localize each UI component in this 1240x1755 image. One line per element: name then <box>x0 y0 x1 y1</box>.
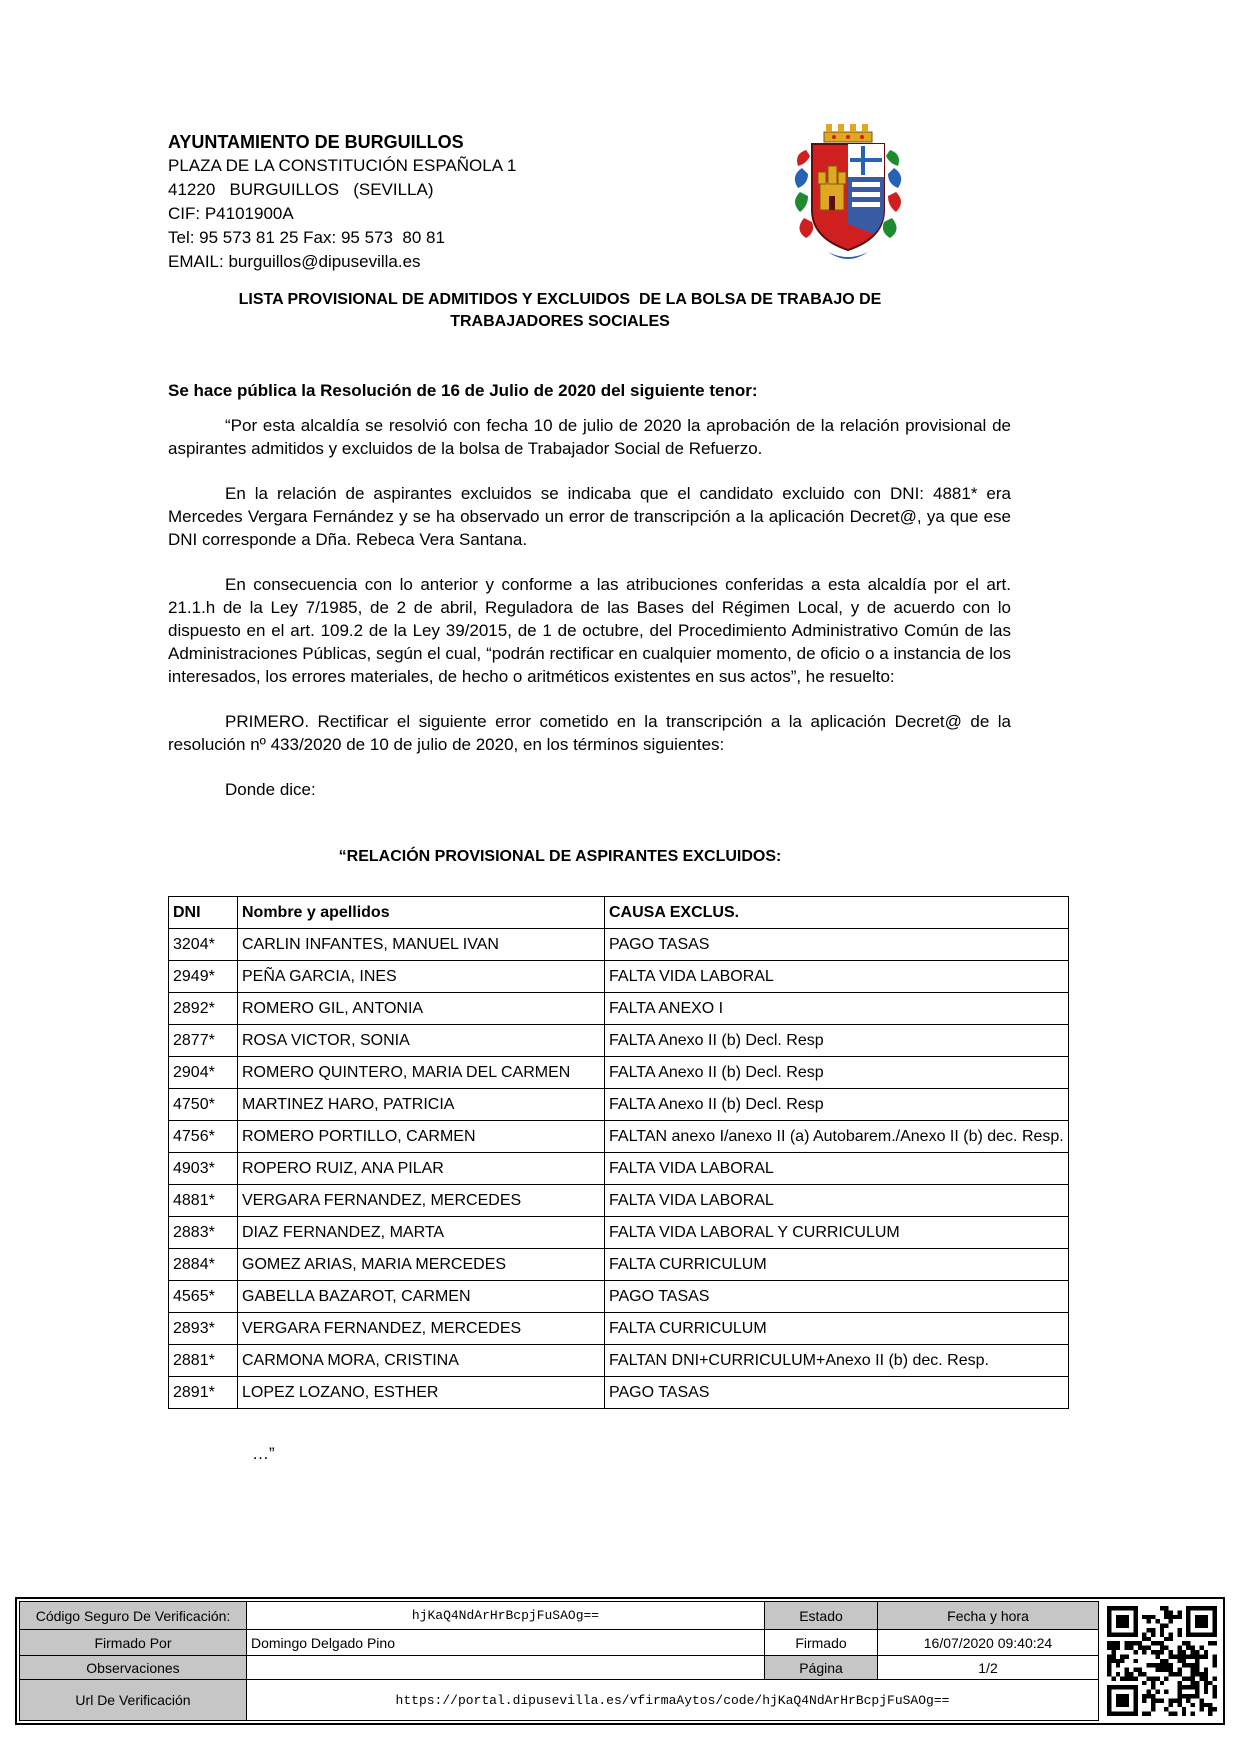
fecha-value: 16/07/2020 09:40:24 <box>878 1630 1099 1656</box>
row-dni: 2891* <box>169 1377 238 1409</box>
estado-label: Estado <box>765 1602 878 1630</box>
row-causa: PAGO TASAS <box>605 1377 1069 1409</box>
row-causa: FALTA Anexo II (b) Decl. Resp <box>605 1025 1069 1057</box>
fecha-label: Fecha y hora <box>878 1602 1099 1630</box>
row-dni: 4756* <box>169 1121 238 1153</box>
header-causa: CAUSA EXCLUS. <box>605 897 1069 929</box>
table-row <box>169 929 1069 961</box>
row-name: ROMERO PORTILLO, CARMEN <box>238 1121 605 1153</box>
row-dni: 4750* <box>169 1089 238 1121</box>
observaciones-label: Observaciones <box>20 1656 247 1680</box>
verification-table <box>19 1601 1099 1721</box>
row-name: CARMONA MORA, CRISTINA <box>238 1345 605 1377</box>
org-cif: CIF: P4101900A <box>168 204 294 223</box>
letterhead <box>168 130 516 274</box>
row-dni: 2949* <box>169 961 238 993</box>
url-value: https://portal.dipusevilla.es/vfirmaAytos/code/hjKaQ4NdArHrBcpjFuSAOg== <box>247 1680 1099 1721</box>
row-name: VERGARA FERNANDEZ, MERCEDES <box>238 1313 605 1345</box>
org-address: PLAZA DE LA CONSTITUCIÓN ESPAÑOLA 1 <box>168 156 517 175</box>
row-causa: FALTA Anexo II (b) Decl. Resp <box>605 1057 1069 1089</box>
table-row <box>20 1602 1099 1630</box>
row-causa: FALTA VIDA LABORAL Y CURRICULUM <box>605 1217 1069 1249</box>
header-dni: DNI <box>169 897 238 929</box>
row-name: GOMEZ ARIAS, MARIA MERCEDES <box>238 1249 605 1281</box>
row-causa: FALTAN anexo I/anexo II (a) Autobarem./Anexo II (b) dec. Resp. <box>605 1121 1069 1153</box>
row-dni: 3204* <box>169 929 238 961</box>
table-row <box>169 1025 1069 1057</box>
pagina-label: Página <box>765 1656 878 1680</box>
row-dni: 2892* <box>169 993 238 1025</box>
row-dni: 2883* <box>169 1217 238 1249</box>
table-row <box>169 1185 1069 1217</box>
row-name: ROPERO RUIZ, ANA PILAR <box>238 1153 605 1185</box>
excluded-table-body <box>169 929 1069 1409</box>
org-city: 41220 BURGUILLOS (SEVILLA) <box>168 180 434 199</box>
row-causa: PAGO TASAS <box>605 929 1069 961</box>
table-row <box>169 1057 1069 1089</box>
csv-label: Código Seguro De Verificación: <box>20 1602 247 1630</box>
table-row <box>20 1680 1099 1721</box>
row-causa: FALTA CURRICULUM <box>605 1313 1069 1345</box>
org-email: EMAIL: burguillos@dipusevilla.es <box>168 252 421 271</box>
row-name: DIAZ FERNANDEZ, MARTA <box>238 1217 605 1249</box>
observaciones-value <box>247 1656 765 1680</box>
row-causa: FALTAN DNI+CURRICULUM+Anexo II (b) dec. Resp. <box>605 1345 1069 1377</box>
row-name: GABELLA BAZAROT, CARMEN <box>238 1281 605 1313</box>
excluded-list-title: “RELACIÓN PROVISIONAL DE ASPIRANTES EXCLUIDOS: <box>338 848 782 865</box>
paragraph-1: “Por esta alcaldía se resolvió con fecha 10 de julio de 2020 la aprobación de la relación provisional de aspirantes admitidos y excluidos de la bolsa de Trabajador Social de Refuerzo. <box>168 416 1011 458</box>
row-causa: FALTA VIDA LABORAL <box>605 1185 1069 1217</box>
csv-value: hjKaQ4NdArHrBcpjFuSAOg== <box>247 1602 765 1630</box>
excluded-candidates-table <box>168 896 1069 1409</box>
document-title-line2: TRABAJADORES SOCIALES <box>450 313 670 330</box>
table-row <box>169 1345 1069 1377</box>
row-causa: FALTA VIDA LABORAL <box>605 961 1069 993</box>
row-dni: 2877* <box>169 1025 238 1057</box>
body-text <box>168 414 1011 823</box>
row-name: ROMERO GIL, ANTONIA <box>238 993 605 1025</box>
table-header-row <box>169 897 1069 929</box>
paragraph-2: En la relación de aspirantes excluidos se indicaba que el candidato excluido con DNI: 4881* era Mercedes Vergara Fernández y se ha observado un error de transcripción a la aplicación Decret@, ya que ese DNI corresponde a Dña. Rebeca Vera Santana. <box>168 484 1011 549</box>
table-row <box>169 1377 1069 1409</box>
row-name: PEÑA GARCIA, INES <box>238 961 605 993</box>
firmado-value: Domingo Delgado Pino <box>247 1630 765 1656</box>
document-title-line1: LISTA PROVISIONAL DE ADMITIDOS Y EXCLUIDOS DE LA BOLSA DE TRABAJO DE <box>238 291 882 308</box>
row-causa: FALTA ANEXO I <box>605 993 1069 1025</box>
table-row <box>169 1089 1069 1121</box>
firmado-label: Firmado Por <box>20 1630 247 1656</box>
document-title <box>160 289 960 333</box>
row-name: LOPEZ LOZANO, ESTHER <box>238 1377 605 1409</box>
url-label: Url De Verificación <box>20 1680 247 1721</box>
org-phone: Tel: 95 573 81 25 Fax: 95 573 80 81 <box>168 228 445 247</box>
row-name: MARTINEZ HARO, PATRICIA <box>238 1089 605 1121</box>
resolution-intro: Se hace pública la Resolución de 16 de Julio de 2020 del siguiente tenor: <box>168 381 758 400</box>
org-name: AYUNTAMIENTO DE BURGUILLOS <box>168 132 464 152</box>
table-row <box>169 1313 1069 1345</box>
table-row <box>169 1217 1069 1249</box>
row-name: ROSA VICTOR, SONIA <box>238 1025 605 1057</box>
row-dni: 2893* <box>169 1313 238 1345</box>
row-causa: FALTA CURRICULUM <box>605 1249 1069 1281</box>
header-nombre: Nombre y apellidos <box>238 897 605 929</box>
verification-footer <box>15 1597 1225 1725</box>
pagina-value: 1/2 <box>878 1656 1099 1680</box>
estado-value: Firmado <box>765 1630 878 1656</box>
row-causa: PAGO TASAS <box>605 1281 1069 1313</box>
paragraph-donde-dice: Donde dice: <box>225 780 316 799</box>
row-dni: 2881* <box>169 1345 238 1377</box>
table-row <box>169 993 1069 1025</box>
row-name: ROMERO QUINTERO, MARIA DEL CARMEN <box>238 1057 605 1089</box>
row-name: CARLIN INFANTES, MANUEL IVAN <box>238 929 605 961</box>
row-dni: 4565* <box>169 1281 238 1313</box>
table-row <box>169 1249 1069 1281</box>
table-row <box>169 1153 1069 1185</box>
table-row <box>169 961 1069 993</box>
row-dni: 2904* <box>169 1057 238 1089</box>
row-causa: FALTA VIDA LABORAL <box>605 1153 1069 1185</box>
table-row <box>20 1630 1099 1656</box>
paragraph-4: PRIMERO. Rectificar el siguiente error cometido en la transcripción a la aplicación Decret@ de la resolución nº 433/2020 de 10 de julio de 2020, en los términos siguientes: <box>168 712 1011 754</box>
row-name: VERGARA FERNANDEZ, MERCEDES <box>238 1185 605 1217</box>
table-row <box>169 1281 1069 1313</box>
closing-quote: …” <box>252 1444 275 1463</box>
table-row <box>20 1656 1099 1680</box>
row-causa: FALTA Anexo II (b) Decl. Resp <box>605 1089 1069 1121</box>
row-dni: 2884* <box>169 1249 238 1281</box>
coat-of-arms-icon <box>788 120 908 265</box>
verification-table-wrap <box>17 1599 1101 1723</box>
row-dni: 4881* <box>169 1185 238 1217</box>
paragraph-3: En consecuencia con lo anterior y conforme a las atribuciones conferidas a esta alcaldía por el art. 21.1.h de la Ley 7/1985, de 2 de abril, Reguladora de las Bases del Régimen Local, y de acuerdo con lo dispuesto en el art. 109.2 de la Ley 39/2015, de 1 de octubre, del Procedimiento Administrativo Común de las Administraciones Públicas, según el cual, “podrán rectificar en cualquier momento, de oficio o a instancia de los interesados, los errores materiales, de hecho o aritméticos existentes en sus actos”, he resuelto: <box>168 575 1011 686</box>
row-dni: 4903* <box>169 1153 238 1185</box>
table-row <box>169 1121 1069 1153</box>
qr-code-icon <box>1101 1599 1223 1723</box>
